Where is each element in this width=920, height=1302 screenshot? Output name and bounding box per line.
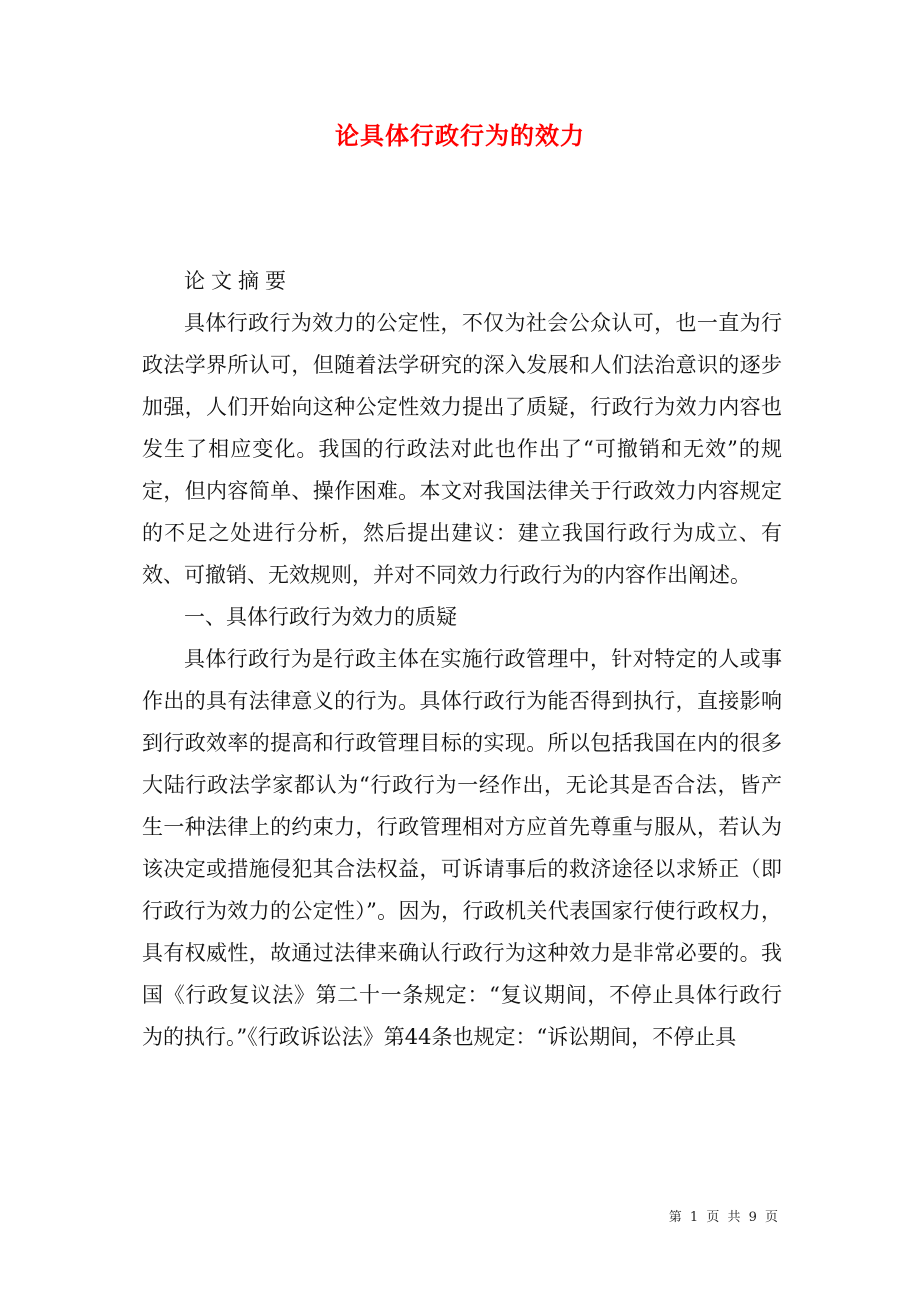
abstract-paragraph: 具体行政行为效力的公定性，不仅为社会公众认可，也一直为行政法学界所认可，但随着法学研究的深入发展和人们法治意识的逐步加强，人们开始向这种公定性效力提出了质疑，行政行为效力内容也发生了相应变化。我国的行政法对此也作出了“可撤销和无效”的规定，但内容简单、操作困难。本文对我国法律关于行政效力内容规定的不足之处进行分析，然后提出建议：建立我国行政行为成立、有效、可撤销、无效规则，并对不同效力行政行为的内容作出阐述。 — [142, 311, 782, 587]
document-body — [142, 260, 782, 1058]
section-heading: 一、具体行政行为效力的质疑 — [184, 605, 457, 629]
page-number: 第 1 页 共 9 页 — [668, 1210, 780, 1225]
body-paragraph: 具体行政行为是行政主体在实施行政管理中，针对特定的人或事作出的具有法律意义的行为。具体行政行为能否得到执行，直接影响到行政效率的提高和行政管理目标的实现。所以包括我国在内的很多大陆行政法学家都认为“行政行为一经作出，无论其是否合法，皆产生一种法律上的约束力，行政管理相对方应首先尊重与服从，若认为该决定或措施侵犯其合法权益，可诉请事后的救济途径以求矫正（即行政行为效力的公定性）”。因为，行政机关代表国家行使行政权力，具有权威性，故通过法律来确认行政行为这种效力是非常必要的。我国《行政复议法》第二十一条规定：“复议期间，不停止具体行政行为的执行。”《行政诉讼法》第44条也规定：“诉讼期间，不停止具 — [142, 647, 782, 1049]
abstract-heading: 论文摘要 — [184, 269, 292, 293]
document-title: 论具体行政行为的效力 — [335, 121, 585, 150]
